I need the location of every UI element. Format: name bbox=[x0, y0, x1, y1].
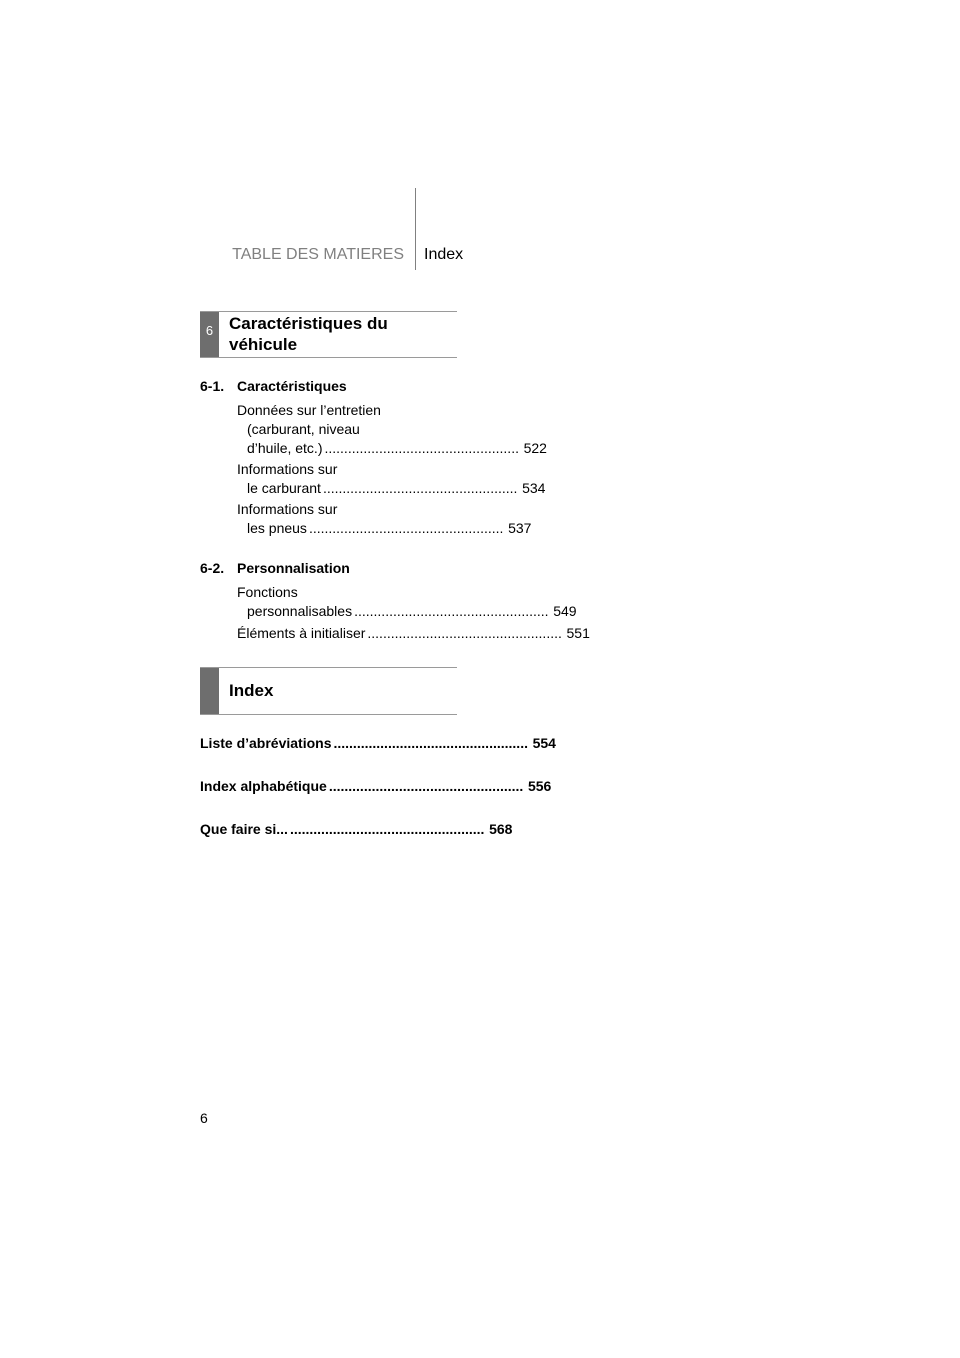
toc-entry-index-alphabetique[interactable]: Index alphabétique .................................................. 556 bbox=[200, 778, 552, 794]
toc-entry-informations-pneus[interactable]: Informations sur les pneus .................................................. 537 bbox=[237, 501, 532, 536]
index-section-tab bbox=[200, 668, 219, 714]
page-number-footer: 6 bbox=[200, 1110, 208, 1126]
dot-leader: .................................................. bbox=[308, 520, 504, 536]
dot-leader: .................................................. bbox=[322, 480, 518, 496]
header-index-link[interactable]: Index bbox=[424, 246, 464, 263]
toc-entry-donnees-entretien[interactable]: Données sur l’entretien (carburant, niveau d’huile, etc.) .................................................. 522 bbox=[237, 402, 547, 456]
page-number: 549 bbox=[553, 603, 577, 619]
page-number: 522 bbox=[523, 440, 547, 456]
dot-leader: .................................................. bbox=[328, 778, 524, 794]
dot-leader: .................................................. bbox=[333, 735, 528, 751]
index-section-header bbox=[200, 667, 457, 715]
dot-leader: .................................................. bbox=[289, 821, 485, 837]
dot-leader: .................................................. bbox=[354, 603, 549, 619]
page-number: 534 bbox=[522, 480, 546, 496]
dot-leader: .................................................. bbox=[324, 440, 519, 456]
page-number: 537 bbox=[508, 520, 532, 536]
header-divider bbox=[415, 188, 416, 270]
toc-entry-fonctions-personnalisables[interactable]: Fonctions personnalisables .................................................. 549 bbox=[237, 584, 577, 619]
page-number: 568 bbox=[489, 821, 513, 837]
section-6-header bbox=[200, 311, 457, 358]
page-number: 554 bbox=[532, 735, 556, 751]
header-toc-label: TABLE DES MATIERES bbox=[232, 246, 404, 263]
index-section-title: Index bbox=[229, 681, 274, 700]
toc-entry-informations-carburant[interactable]: Informations sur le carburant .................................................. 534 bbox=[237, 461, 546, 496]
section-6-title: Caractéristiques du véhicule bbox=[229, 314, 388, 354]
page-number: 556 bbox=[527, 778, 552, 794]
page-number: 551 bbox=[566, 625, 590, 641]
section-6-tab: 6 bbox=[200, 312, 219, 357]
toc-entry-que-faire-si[interactable]: Que faire si... .................................................. 568 bbox=[200, 821, 513, 837]
toc-entry-elements-initialiser[interactable]: Éléments à initialiser .................................................. 551 bbox=[237, 625, 590, 641]
toc-entry-liste-abreviations[interactable]: Liste d’abréviations .................................................. 554 bbox=[200, 735, 556, 751]
dot-leader: .................................................. bbox=[367, 625, 562, 641]
